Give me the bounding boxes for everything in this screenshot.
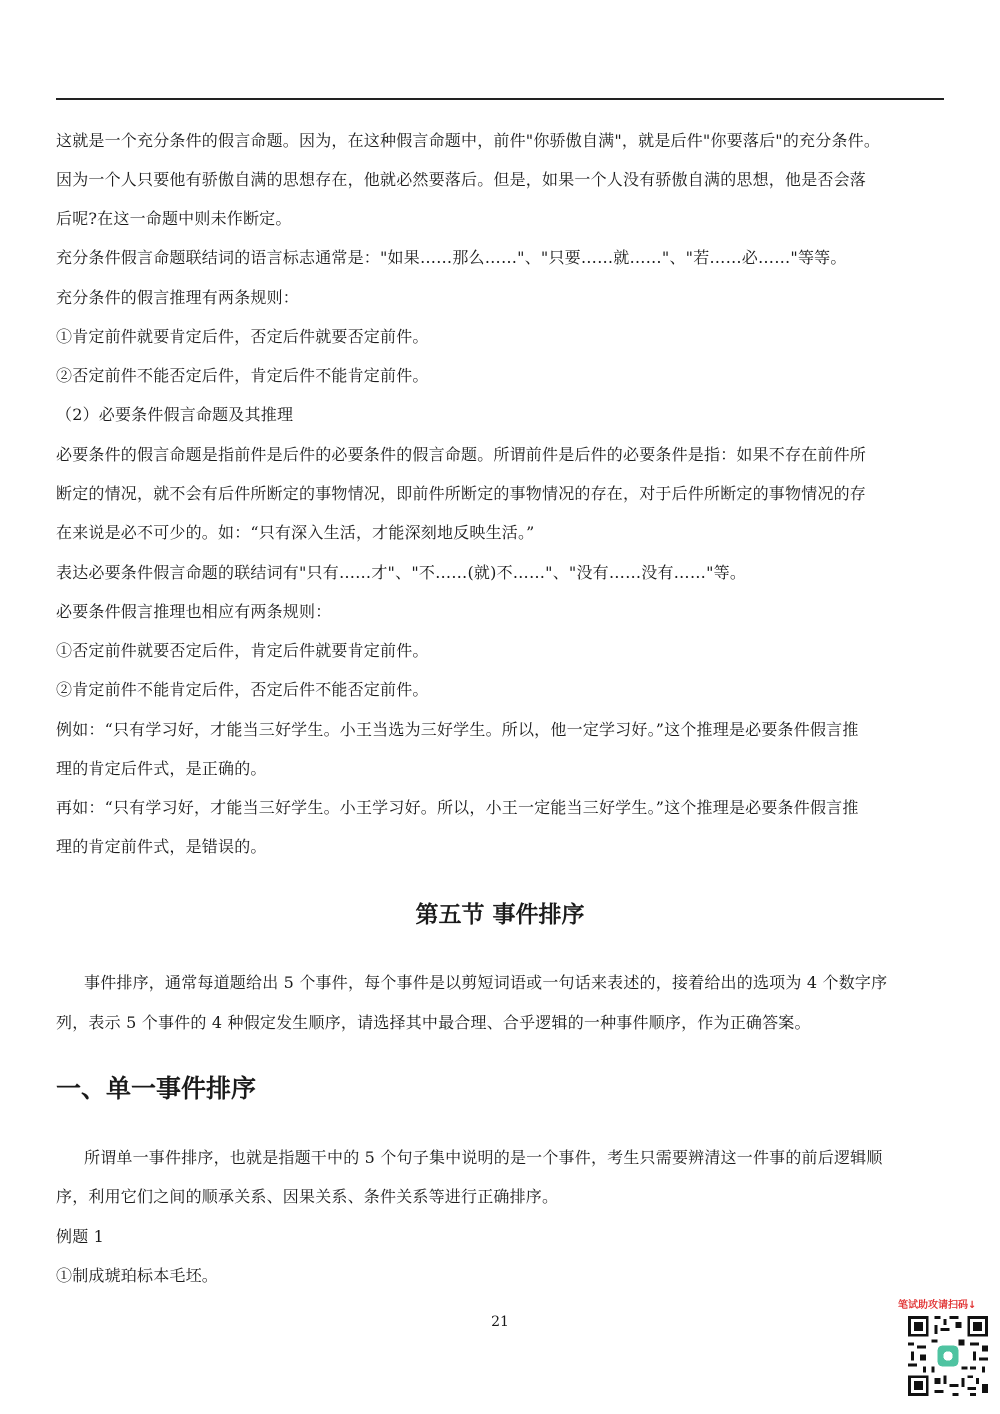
paragraph-line: 理的肯定前件式，是错误的。	[56, 837, 267, 856]
promo-label: 笔试助攻请扫码↓	[898, 1300, 977, 1311]
paragraph-line: 必要条件的假言命题是指前件是后件的必要条件的假言命题。所谓前件是后件的必要条件是指：如果不存在前件所	[56, 445, 867, 464]
rule-item: ①否定前件就要否定后件，肯定后件就要肯定前件。	[56, 641, 429, 660]
paragraph-line: 断定的情况，就不会有后件所断定的事物情况，即前件所断定的事物情况的存在，对于后件所断定的事物情况的存	[56, 484, 867, 503]
qr-code-icon[interactable]	[905, 1313, 991, 1399]
paragraph-line: 这就是一个充分条件的假言命题。因为，在这种假言命题中，前件"你骄傲自满"，就是后件"你要落后"的充分条件。	[56, 131, 881, 150]
paragraph-line: 后呢?在这一命题中则未作断定。	[56, 209, 292, 228]
paragraph-line: 必要条件假言推理也相应有两条规则：	[56, 602, 332, 621]
paragraph-line: 因为一个人只要他有骄傲自满的思想存在，他就必然要落后。但是，如果一个人没有骄傲自满的思想，他是否会落	[56, 170, 867, 189]
paragraph-line: 再如：“只有学习好，才能当三好学生。小王学习好。所以，小王一定能当三好学生。”这个推理是必要条件假言推	[56, 798, 859, 817]
paragraph-line: 在来说是必不可少的。如：“只有深入生活，才能深刻地反映生活。”	[56, 523, 535, 542]
paragraph-line: 事件排序，通常每道题给出 5 个事件，每个事件是以剪短词语或一句话来表述的，接着给出的选项为 4 个数字序	[84, 973, 888, 992]
paragraph-line: 充分条件的假言推理有两条规则：	[56, 288, 300, 307]
paragraph-line: 所谓单一事件排序，也就是指题干中的 5 个句子集中说明的是一个事件，考生只需要辨清这一件事的前后逻辑顺	[84, 1148, 883, 1167]
header-rule	[56, 98, 944, 100]
paragraph-line: 序，利用它们之间的顺承关系、因果关系、条件关系等进行正确排序。	[56, 1187, 559, 1206]
example-item: ①制成琥珀标本毛坯。	[56, 1266, 219, 1285]
paragraph-line: 列，表示 5 个事件的 4 种假定发生顺序，请选择其中最合理、合乎逻辑的一种事件顺序，作为正确答案。	[56, 1013, 811, 1032]
subheading: （2）必要条件假言命题及其推理	[56, 405, 294, 424]
rule-item: ②否定前件不能否定后件，肯定后件不能肯定前件。	[56, 366, 429, 385]
paragraph-line: 充分条件假言命题联结词的语言标志通常是："如果……那么……"、"只要……就……"、"若……必……"等等。	[56, 248, 847, 267]
page-number: 21	[491, 1314, 509, 1330]
section-title: 第五节 事件排序	[415, 902, 585, 928]
paragraph-line: 例如：“只有学习好，才能当三好学生。小王当选为三好学生。所以，他一定学习好。”这个推理是必要条件假言推	[56, 720, 859, 739]
heading-1: 一、单一事件排序	[56, 1074, 257, 1103]
paragraph-line: 理的肯定后件式，是正确的。	[56, 759, 267, 778]
rule-item: ②肯定前件不能肯定后件，否定后件不能否定前件。	[56, 680, 429, 699]
rule-item: ①肯定前件就要肯定后件，否定后件就要否定前件。	[56, 327, 429, 346]
paragraph-line: 表达必要条件假言命题的联结词有"只有……才"、"不……(就)不……"、"没有……没有……"等。	[56, 563, 747, 582]
example-label: 例题 1	[56, 1227, 105, 1246]
